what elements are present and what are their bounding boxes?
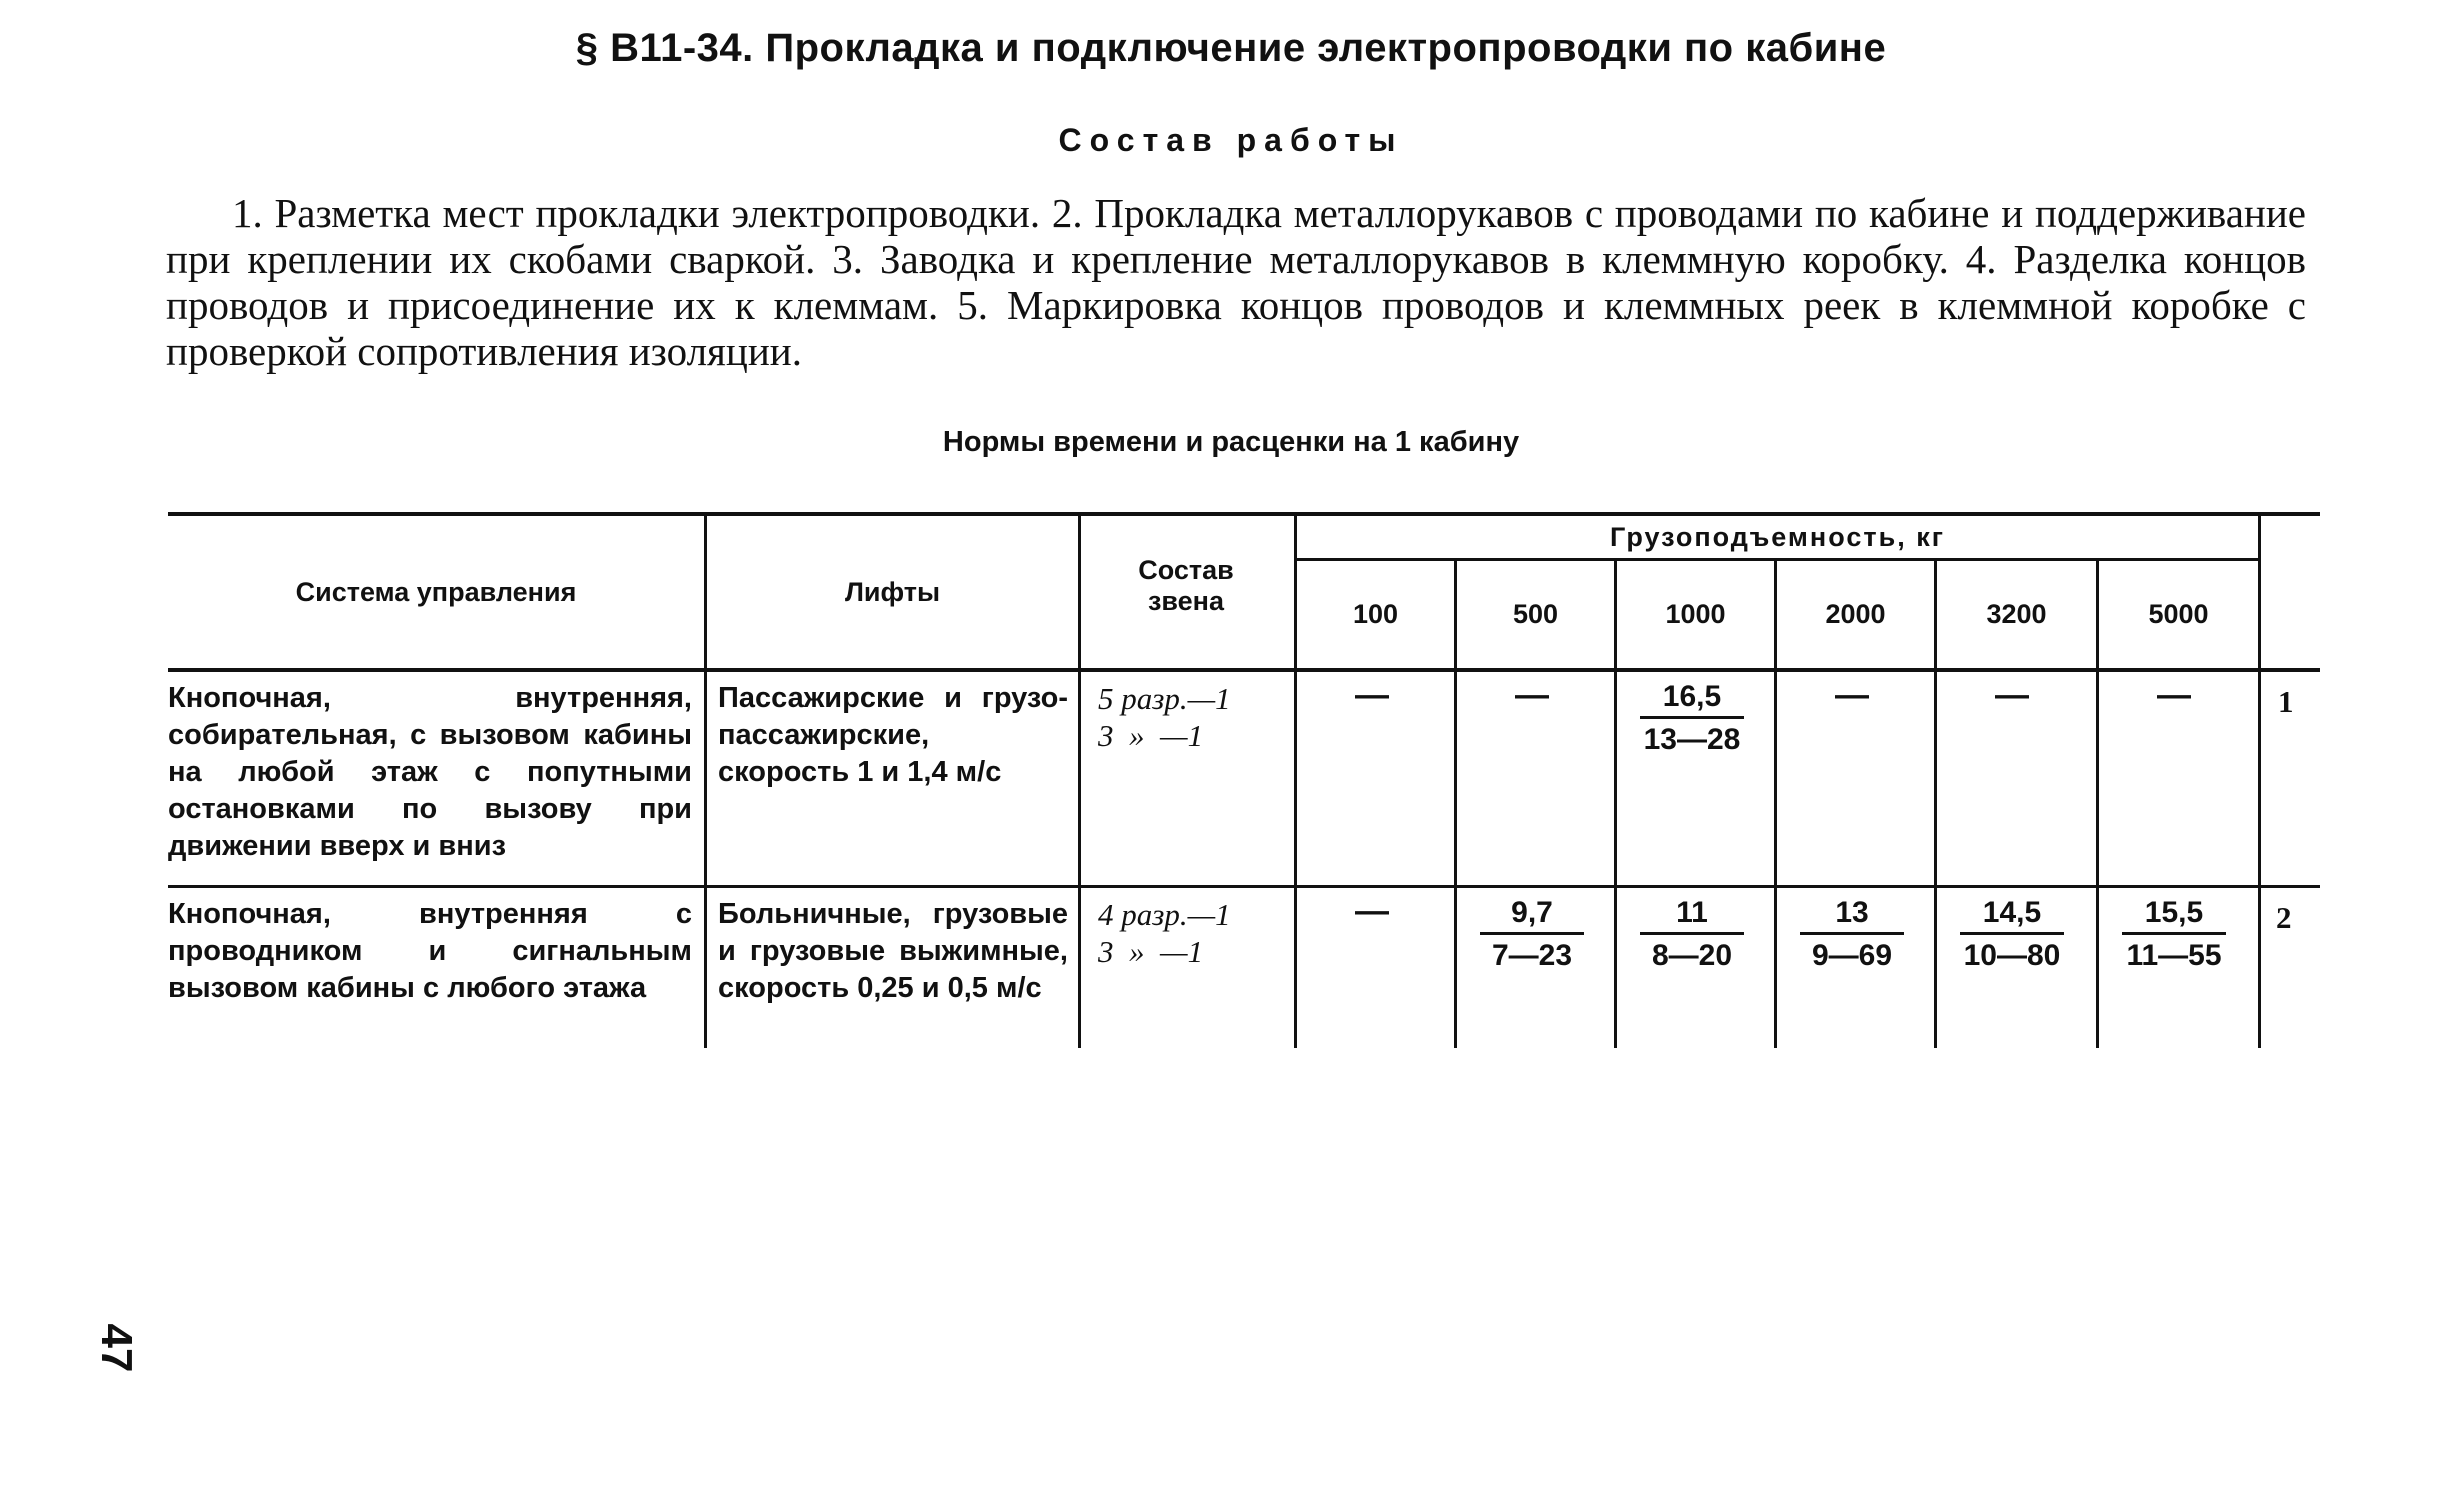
row-control-system: Кнопочная, внутренняя с проводником и сигнальным вызовом кабины с любого этажа	[168, 898, 692, 1004]
col-divider	[1078, 512, 1081, 1048]
capacity-header-rule	[1294, 558, 2260, 561]
value-dash: —	[1355, 676, 1389, 714]
time-norm: 11	[1676, 896, 1708, 929]
rate: 7—23	[1491, 939, 1573, 972]
value-dash: —	[1995, 676, 2029, 714]
row-number: 2	[2276, 900, 2292, 935]
time-norm: 13	[1835, 896, 1869, 929]
section-title: § В11-34. Прокладка и подключение электропроводки по кабине	[575, 26, 1887, 70]
value-fraction	[1617, 680, 1767, 757]
time-norm: 16,5	[1662, 680, 1722, 713]
row-crew-line1: 4 разр.—1	[1098, 897, 1231, 932]
header-crew: Состав звена	[1138, 555, 1234, 616]
fraction-bar	[1640, 932, 1744, 935]
fraction-bar	[1640, 716, 1744, 719]
work-heading: Состав работы	[1058, 122, 1404, 158]
header-capacity-100: 100	[1352, 598, 1399, 629]
header-capacity-3200: 3200	[1986, 598, 2047, 629]
fraction-bar	[1960, 932, 2064, 935]
header-capacity-5000: 5000	[2148, 598, 2209, 629]
header-bottom-rule	[168, 668, 2320, 672]
row-number: 1	[2278, 684, 2294, 719]
value-dash: —	[1355, 892, 1389, 930]
value-fraction	[2099, 896, 2249, 973]
row-lifts: Больничные, грузовые и грузовые выжимные, скорость 0,25 и 0,5 м/с	[718, 898, 1068, 1004]
fraction-bar	[2122, 932, 2226, 935]
time-norm: 15,5	[2144, 896, 2204, 929]
rate: 11—55	[2126, 939, 2222, 972]
value-fraction	[1777, 896, 1927, 973]
rate: 8—20	[1651, 939, 1733, 972]
time-norm: 9,7	[1511, 896, 1553, 929]
row-control-system: Кнопочная, внутренняя, собирательная, с вызовом кабины на любой этаж с попутными остановками по вызову при движении вверх и вниз	[168, 682, 692, 862]
col-divider	[2258, 512, 2261, 1048]
value-fraction	[1457, 896, 1607, 973]
rate: 9—69	[1811, 939, 1893, 972]
work-description: 1. Разметка мест прокладки электропроводки. 2. Прокладка металлорукавов с проводами по кабине и поддерживание при креплении их скобами сваркой. 3. Заводка и крепление металлорукавов в клеммную коробку. 4. Разделка концов проводов и присоединение их к клеммам. 5. Маркировка концов проводов и клеммных реек в клеммной коробке с проверкой сопротивления изоляции.	[166, 190, 2306, 374]
header-capacity: Грузоподъемность, кг	[1610, 521, 1945, 552]
rate: 13—28	[1643, 723, 1741, 756]
fraction-bar	[1800, 932, 1904, 935]
value-fraction	[1937, 896, 2087, 973]
fraction-bar	[1480, 932, 1584, 935]
value-dash: —	[1835, 676, 1869, 714]
value-dash: —	[1515, 676, 1549, 714]
rate: 10—80	[1963, 939, 2061, 972]
header-capacity-500: 500	[1512, 598, 1559, 629]
row-lifts: Пассажирские и грузо-пассажирские, скорость 1 и 1,4 м/с	[718, 682, 1068, 788]
table-caption: Нормы времени и расценки на 1 кабину	[942, 426, 1520, 458]
time-norm: 14,5	[1982, 896, 2042, 929]
row-crew-line2: 3 » —1	[1098, 934, 1204, 969]
header-capacity-1000: 1000	[1665, 598, 1726, 629]
row-divider-rule	[168, 885, 2320, 888]
header-lifts: Лифты	[844, 576, 941, 607]
value-fraction	[1617, 896, 1767, 973]
header-capacity-2000: 2000	[1825, 598, 1886, 629]
value-dash: —	[2157, 676, 2191, 714]
header-control-system: Система управления	[295, 576, 577, 607]
row-crew-line2: 3 » —1	[1098, 718, 1204, 753]
row-crew-line1: 5 разр.—1	[1098, 681, 1231, 716]
page-number: 47	[92, 1323, 141, 1373]
